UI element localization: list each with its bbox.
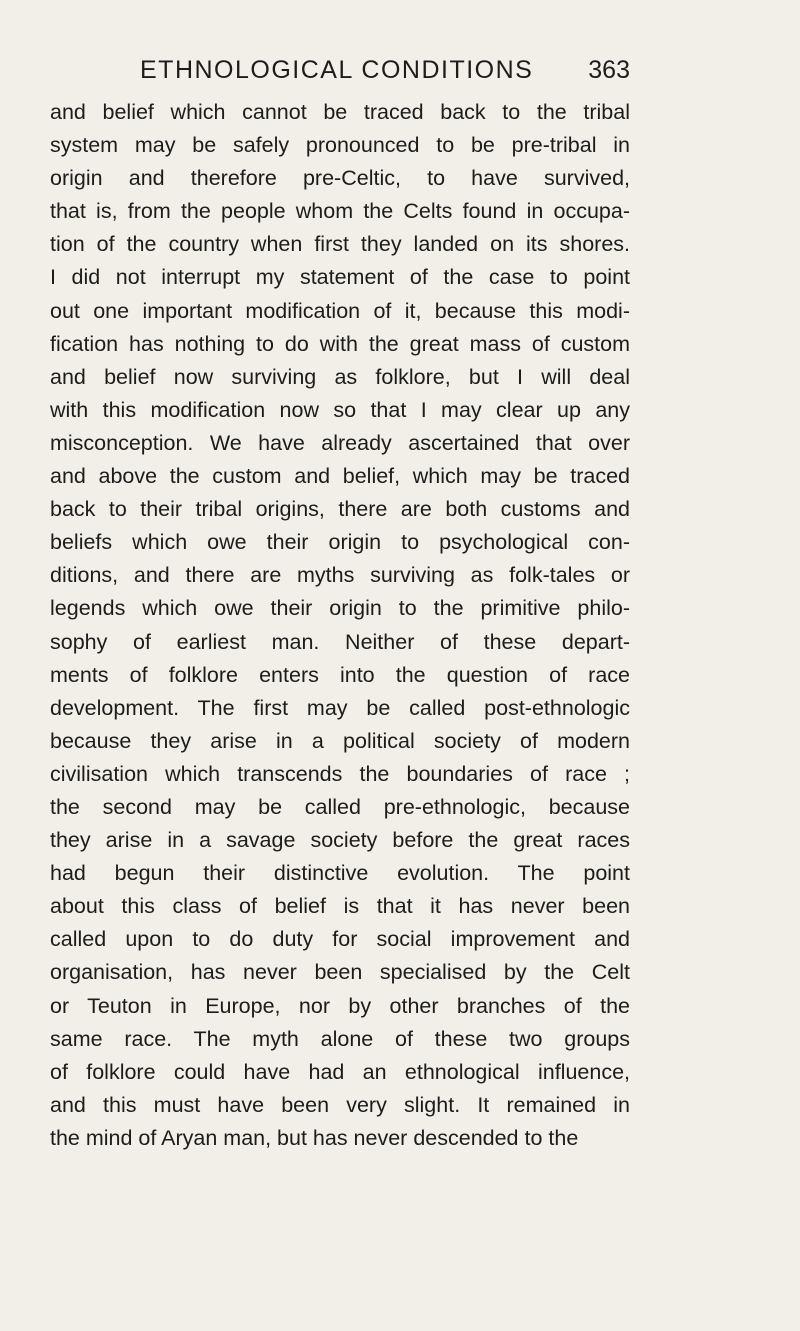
text-line: they arise in a savage society before the great races [50,828,630,853]
text-line: back to their tribal origins, there are both customs and [50,497,630,522]
text-line: called upon to do duty for social improvement and [50,927,630,952]
text-line: origin and therefore pre-Celtic, to have survived, [50,166,630,191]
text-line: that is, from the people whom the Celts found in occupa- [50,199,630,224]
text-line: with this modification now so that I may clear up any [50,397,630,422]
text-line: the mind of Aryan man, but has never descended to the [50,1125,579,1150]
text-line: fication has nothing to do with the great mass of custom [50,331,630,356]
text-line: organisation, has never been specialised by the Celt [50,960,630,985]
text-line: out one important modification of it, because this modi- [50,298,630,323]
text-line: legends which owe their origin to the primitive philo- [50,596,630,621]
text-line: had begun their distinctive evolution. The point [50,861,630,886]
text-line: and belief now surviving as folklore, but I will deal [50,364,630,389]
text-line: because they arise in a political society of modern [50,728,630,753]
text-line: development. The first may be called post-ethnologic [50,695,630,720]
text-line: of folklore could have had an ethnological influence, [50,1059,630,1084]
text-line: civilisation which transcends the boundaries of race ; [50,761,630,786]
text-line: system may be safely pronounced to be pre-tribal in [50,133,630,158]
text-line: same race. The myth alone of these two groups [50,1026,630,1051]
text-line: misconception. We have already ascertained that over [50,430,630,455]
text-line: and above the custom and belief, which may be traced [50,464,630,489]
text-line: I did not interrupt my statement of the case to point [50,265,630,290]
text-line: or Teuton in Europe, nor by other branches of the [50,993,630,1018]
text-line: and belief which cannot be traced back to the tribal [50,100,630,124]
text-line: beliefs which owe their origin to psychological con- [50,530,630,555]
text-line: ditions, and there are myths surviving as folk-tales or [50,563,630,588]
text-line: about this class of belief is that it has never been [50,894,630,919]
text-line: sophy of earliest man. Neither of these depart- [50,629,630,654]
text-line: tion of the country when first they landed on its shores. [50,232,630,257]
text-line: ments of folklore enters into the question of race [50,662,630,687]
running-title: ETHNOLOGICAL CONDITIONS [140,56,534,84]
text-line: the second may be called pre-ethnologic, because [50,794,630,819]
running-head [140,56,630,96]
body-text [50,96,630,1155]
text-line: and this must have been very slight. It remained in [50,1092,630,1117]
page-number: 363 [588,56,630,84]
